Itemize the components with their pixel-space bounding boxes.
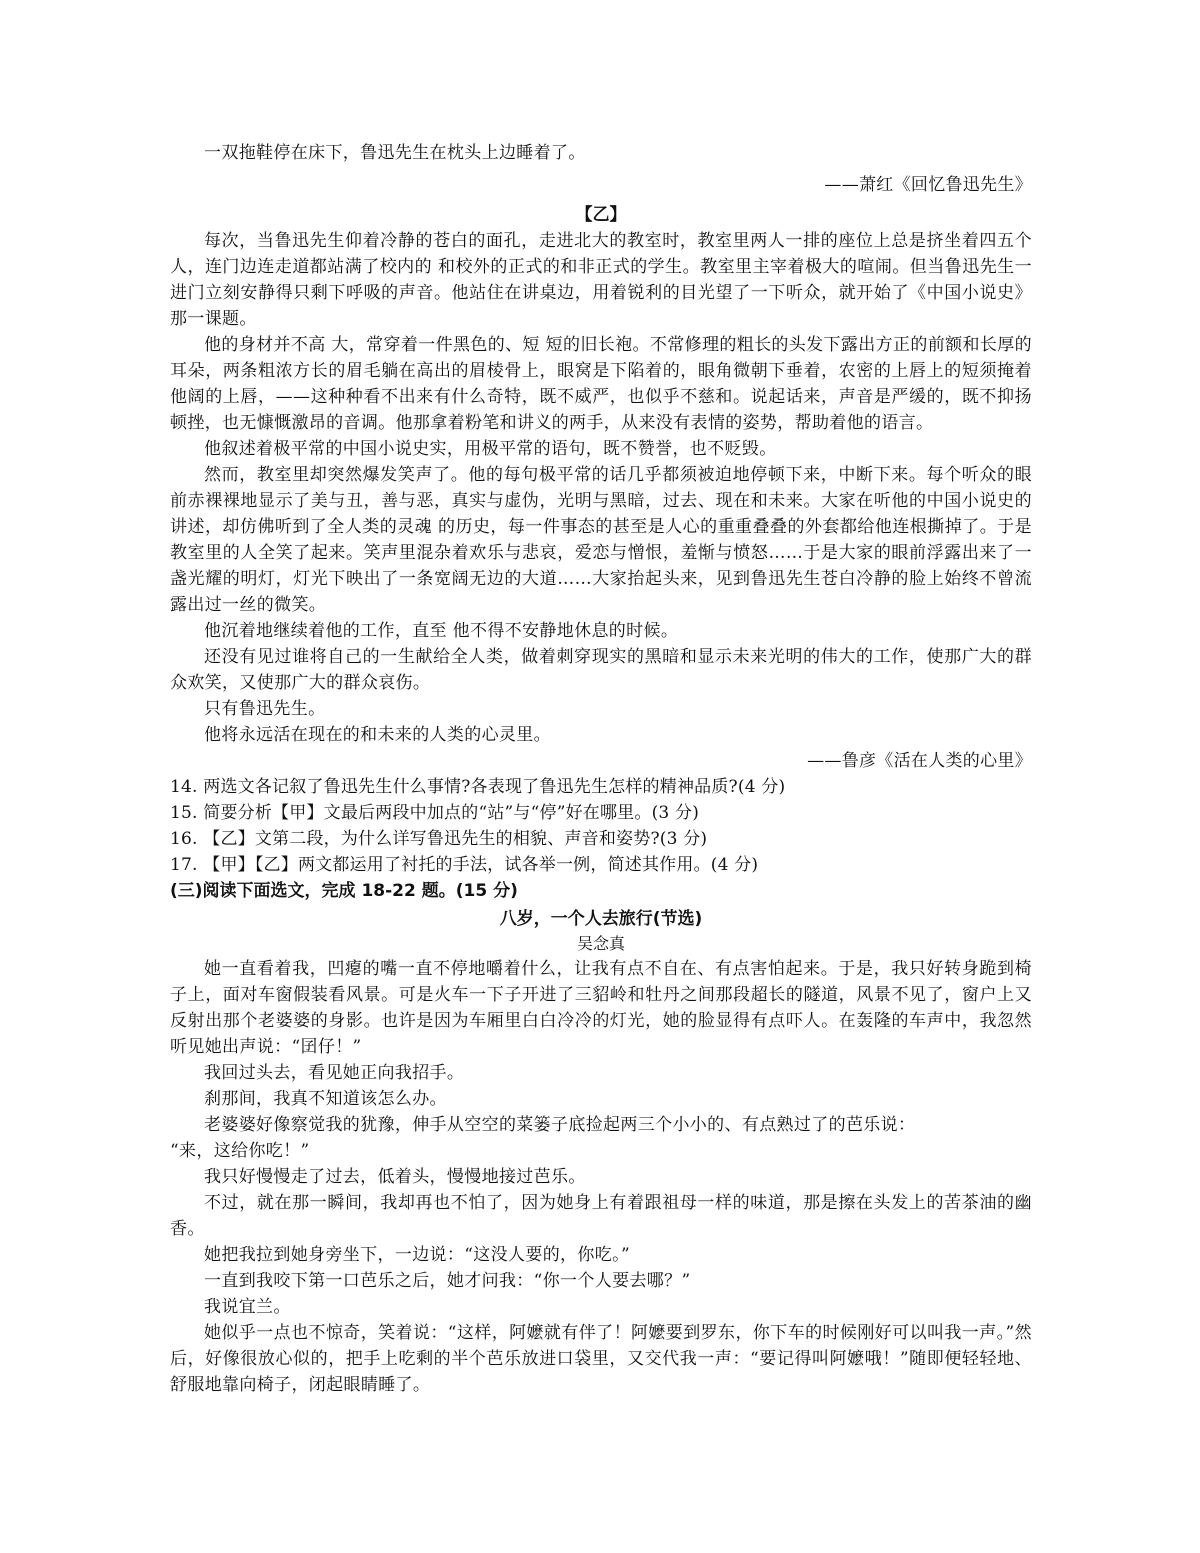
yi-paragraph: 还没有见过谁将自己的一生献给全人类，做着刺穿现实的黑暗和显示未来光明的伟大的工作，使那广大的群众欢笑，又使那广大的群众哀伤。 (170, 647, 1032, 693)
yi-paragraph: 他叙述着极平常的中国小说史实，用极平常的语句，既不赞誉，也不贬毁。 (204, 439, 777, 459)
yi-heading: 【乙】 (575, 205, 627, 225)
question-17: 17. 【甲】【乙】两文都运用了衬托的手法，试各举一例，简述其作用。(4 分) (170, 855, 759, 875)
yi-paragraph: 每次，当鲁迅先生仰着冷静的苍白的面孔，走进北大的教室时，教室里两人一排的座位上总是挤坐着四五个人，连门边连走道都站满了校内的 和校外的正式的和非正式的学生。教室里主宰着极大的喧闹。但当鲁迅先生一进门立刻安静得只剩下呼吸的声音。他站住在讲桌边，用着锐利的目光望了一下听众，就开始了《中国小说史》那一课题。 (170, 231, 1032, 329)
yi-paragraph: 然而，教室里却突然爆发笑声了。他的每句极平常的话几乎都须被迫地停顿下来，中断下来。每个听众的眼前赤裸裸地显示了美与丑，善与恶，真实与虚伪，光明与黑暗，过去、现在和未来。大家在听他的中国小说史的讲述，却仿佛听到了全人类的灵魂 的历史，每一件事态的甚至是人心的重重叠叠的外套都给他连根撕掉了。于是教室里的人全笑了起来。笑声里混杂着欢乐与悲哀，爱恋与憎恨，羞惭与愤怒……于是大家的眼前浮露出来了一盏光耀的明灯，灯光下映出了一条宽阔无边的大道……大家抬起头来，见到鲁迅先生苍白冷静的脸上始终不曾流露出过一丝的微笑。 (170, 465, 1032, 615)
s3-paragraph: 刹那间，我真不知道该怎么办。 (204, 1089, 447, 1109)
s3-paragraph: 她把我拉到她身旁坐下，一边说：“这没人要的，你吃。” (204, 1245, 630, 1265)
question-15: 15. 简要分析【甲】文最后两段中加点的“站”与“停”好在哪里。(3 分) (170, 803, 700, 823)
yi-paragraph: 他的身材并不高 大，常穿着一件黑色的、短 短的旧长袍。不常修理的粗长的头发下露出方正的前额和长厚的耳朵，两条粗浓方长的眉毛躺在高出的眉棱骨上，眼窝是下陷着的，眼角微朝下垂着，农密的上唇上的短须掩着他阔的上唇，——这种种看不出来有什么奇特，既不威严，也似乎不慈和。说起话来，声音是严缓的，既不抑扬顿挫，也无慷慨激昂的音调。他那拿着粉笔和讲义的两手，从来没有表情的姿势，帮助着他的语言。 (170, 335, 1032, 433)
jia-source: ——萧红《回忆鲁迅先生》 (824, 175, 1032, 195)
s3-paragraph: 我只好慢慢走了过去，低着头，慢慢地接过芭乐。 (204, 1167, 586, 1187)
section3-instruction: (三)阅读下面选文，完成 18-22 题。(15 分) (170, 881, 518, 901)
s3-paragraph: “来，这给你吃！” (170, 1141, 310, 1161)
s3-paragraph: 一直到我咬下第一口芭乐之后，她才问我：“你一个人要去哪？” (204, 1271, 691, 1291)
s3-paragraph: 她似乎一点也不惊奇，笑着说：“这样，阿嬷就有伴了！阿嬷要到罗东，你下车的时候刚好可以叫我一声。”然后，好像很放心似的，把手上吃剩的半个芭乐放进口袋里，又交代我一声：“要记得叫阿嬷哦！”随即便轻轻地、舒服地靠向椅子，闭起眼睛睡了。 (170, 1323, 1032, 1395)
question-16: 16. 【乙】文第二段，为什么详写鲁迅先生的相貌、声音和姿势?(3 分) (170, 829, 708, 849)
s3-paragraph: 老婆婆好像察觉我的犹豫，伸手从空空的菜篓子底捡起两三个小小的、有点熟过了的芭乐说： (204, 1115, 916, 1135)
s3-paragraph: 她一直看着我，凹瘪的嘴一直不停地嚼着什么，让我有点不自在、有点害怕起来。于是，我只好转身跪到椅子上，面对车窗假装看风景。可是火车一下子开进了三貂岭和牡丹之间那段超长的隧道，风景不见了，窗户上又反射出那个老婆婆的身影。也许是因为车厢里白白冷冷的灯光，她的脸显得有点吓人。在轰隆的车声中，我忽然听见她出声说：“囝仔！” (170, 959, 1032, 1057)
s3-paragraph: 不过，就在那一瞬间，我却再也不怕了，因为她身上有着跟祖母一样的味道，那是擦在头发上的苦茶油的幽香。 (170, 1193, 1032, 1239)
document-page (170, 140, 1032, 1398)
s3-paragraph: 我回过头去，看见她正向我招手。 (204, 1063, 465, 1083)
s3-paragraph: 我说宜兰。 (204, 1297, 291, 1317)
yi-paragraph: 只有鲁迅先生。 (204, 699, 326, 719)
section3-title: 八岁，一个人去旅行(节选) (499, 909, 703, 929)
section3-author: 吴念真 (576, 934, 625, 953)
yi-paragraph: 他将永远活在现在的和未来的人类的心灵里。 (204, 725, 551, 745)
jia-last-line: 一双拖鞋停在床下，鲁迅先生在枕头上边睡着了。 (204, 143, 586, 163)
yi-source: ——鲁彦《活在人类的心里》 (807, 751, 1032, 771)
yi-paragraph: 他沉着地继续着他的工作，直至 他不得不安静地休息的时候。 (204, 621, 679, 641)
question-14: 14. 两选文各记叙了鲁迅先生什么事情?各表现了鲁迅先生怎样的精神品质?(4 分) (170, 777, 786, 797)
